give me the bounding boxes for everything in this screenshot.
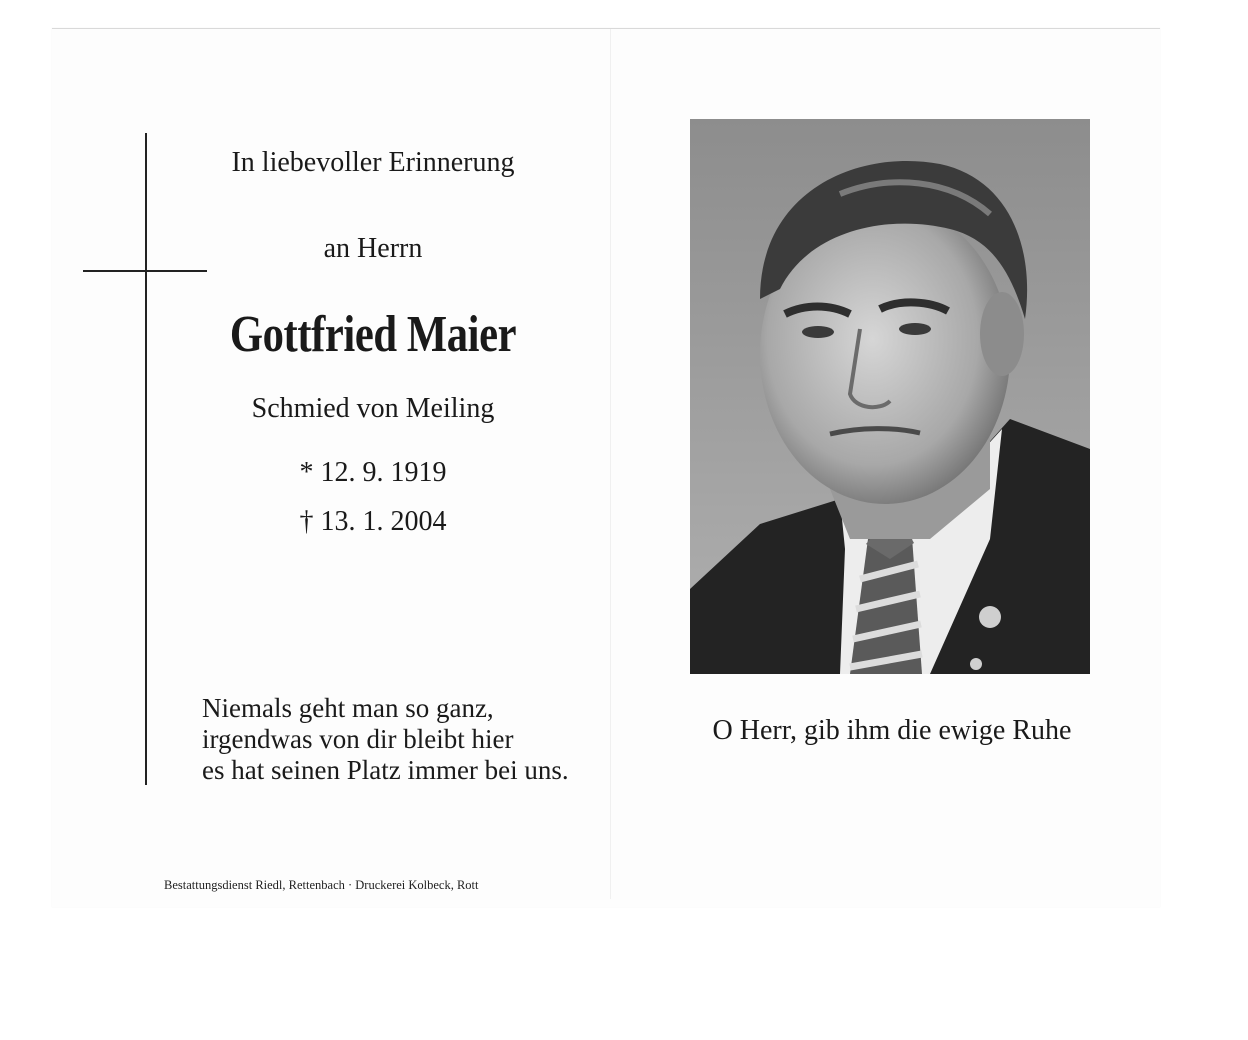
prayer-text: O Herr, gib ihm die ewige Ruhe bbox=[712, 715, 1072, 746]
cross-horizontal-bar bbox=[83, 270, 207, 272]
deceased-name: Gottfried Maier bbox=[229, 306, 517, 363]
memorial-card bbox=[52, 28, 1160, 907]
deceased-title: Schmied von Meiling bbox=[251, 393, 495, 424]
verse-line: irgendwas von dir bleibt hier bbox=[202, 724, 514, 754]
verse-line: es hat seinen Platz immer bei uns. bbox=[202, 755, 569, 785]
salutation-text: an Herrn bbox=[323, 233, 423, 264]
card-fold-line bbox=[610, 29, 611, 899]
birth-date: * 12. 9. 1919 bbox=[299, 457, 447, 488]
death-date: † 13. 1. 2004 bbox=[299, 506, 447, 537]
printer-imprint: Bestattungsdienst Riedl, Rettenbach · Druckerei Kolbeck, Rott bbox=[164, 878, 479, 892]
portrait-photo-icon bbox=[690, 119, 1090, 674]
cross-vertical-bar bbox=[145, 133, 147, 785]
intro-text: In liebevoller Erinnerung bbox=[231, 147, 515, 178]
verse-line: Niemals geht man so ganz, bbox=[202, 693, 494, 723]
